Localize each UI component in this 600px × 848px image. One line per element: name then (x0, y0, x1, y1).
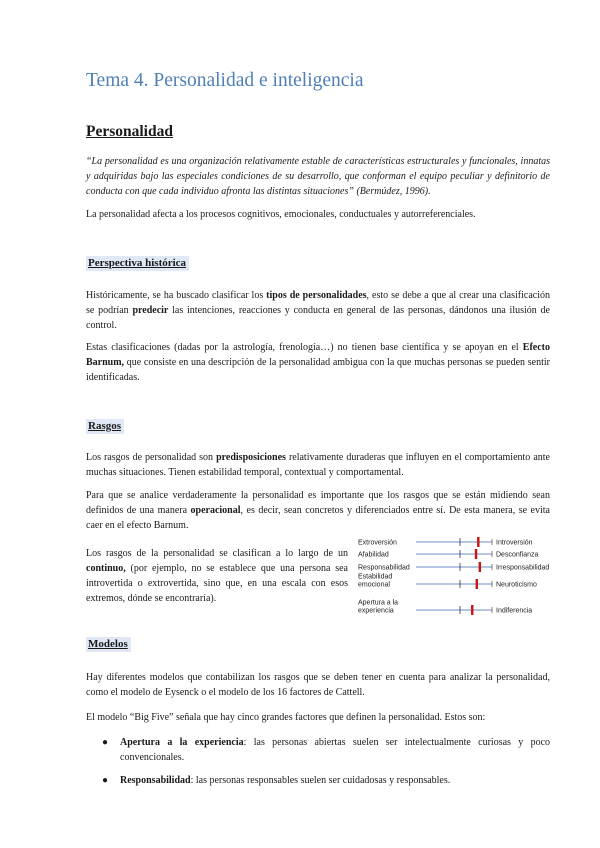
text-run: : las personas responsables suelen ser cuidadosas y responsables. (190, 775, 451, 786)
trait-right-label: Introversión (496, 539, 533, 547)
paragraph-historica-2 (86, 340, 550, 385)
paragraph-personalidad-affects (86, 207, 550, 222)
trait-marker (475, 549, 477, 559)
trait-right-label: Desconfianza (496, 551, 539, 559)
bold-term: Apertura a la experiencia (120, 737, 244, 748)
paragraph-rasgos-3 (86, 546, 348, 606)
trait-left-label: Extroversión (358, 539, 397, 547)
definition-quote: “La personalidad es una organización relativamente estable de características estructurales y funcionales, innatas y adquiridas bajo las especiales condiciones de su desarrollo, que conforman el equipo peculiar y definitorio de conducta con que cada individuo afronta las distintas situaciones” (Bermúdez, 1996). (86, 156, 550, 197)
trait-marker (479, 562, 481, 572)
paragraph-rasgos-2 (86, 488, 550, 533)
text-run: Históricamente, se ha buscado clasificar los (86, 290, 267, 301)
trait-scales-figure (356, 534, 550, 622)
trait-marker (476, 579, 478, 589)
text-run: (por ejemplo, no se establece que una persona sea introvertida o extrovertida, sino que, en una escala con esos extremos, dónde se encontraría). (86, 563, 348, 604)
paragraph-rasgos-1 (86, 450, 550, 480)
trait-left-label: experiencia (358, 607, 394, 615)
bold-term: predisposiciones (216, 452, 286, 463)
trait-left-label: Afabilidad (358, 551, 389, 559)
paragraph-historica-1 (86, 288, 550, 333)
trait-left-label: emocional (358, 581, 390, 589)
text-run: Para que se analice verdaderamente la personalidad es importante que los rasgos que se están midiendo sean definidos de una manera (86, 490, 550, 516)
text-run: Estas clasificaciones (dadas por la astrología, frenología…) no tienen base científica y se apoyan en el (86, 342, 523, 353)
text-run: que consiste en una descripción de la personalidad ambigua con la que muchas personas se pueden sentir identificadas. (86, 357, 550, 383)
text-run: Los rasgos de la personalidad se clasifican a lo largo de un (86, 548, 348, 559)
page-title: Tema 4. Personalidad e inteligencia (86, 70, 364, 91)
text-run: las intenciones, reacciones y conducta en general de las personas, dándonos una ilusión de control. (86, 305, 550, 331)
text-run: , esto se debe a que al crear una clasificación se podrían (86, 290, 550, 316)
list-item (102, 773, 550, 788)
trait-right-label: Indiferencia (496, 607, 533, 615)
trait-left-label: Responsabilidad (358, 564, 410, 572)
section-heading-modelos: Modelos (86, 637, 131, 652)
bullet-icon: ● (102, 737, 109, 748)
trait-right-label: Irresponsabilidad (496, 564, 550, 572)
bold-term: predecir (132, 305, 169, 316)
text-run: Los rasgos de personalidad son (86, 452, 217, 463)
section-heading-historica: Perspectiva histórica (86, 256, 189, 271)
bullet-icon: ● (102, 775, 109, 786)
list-item-text (120, 735, 550, 765)
paragraph-modelos-1: Hay diferentes modelos que contabilizan los rasgos que se deben tener en cuenta para analizar la personalidad, como el modelo de Eysenck o el modelo de los 16 factores de Cattell. (86, 672, 550, 698)
text-run: : las personas abiertas suelen ser intelectualmente curiosas y poco convencionales. (120, 737, 551, 763)
trait-marker (471, 605, 473, 615)
bold-term: tipos de personalidades (266, 290, 367, 301)
list-item-text (120, 773, 550, 788)
bold-term: operacional (190, 505, 241, 516)
text-run: relativamente duraderas que influyen en el comportamiento ante muchas situaciones. Tienen estabilidad temporal, contextual y comportamental. (86, 452, 550, 478)
bold-term: continuo, (86, 563, 126, 574)
trait-left-label: Estabilidad (358, 573, 393, 581)
bold-term: Efecto Barnum, (86, 342, 550, 368)
section-heading-personalidad: Personalidad (86, 123, 173, 140)
trait-marker (477, 537, 479, 547)
paragraph-modelos-2: El modelo “Big Five” señala que hay cinco grandes factores que definen la personalidad. Estos son: (86, 712, 486, 723)
trait-right-label: Neuroticismo (496, 581, 537, 589)
paragraph-text: La personalidad afecta a los procesos cognitivos, emocionales, conductuales y autorreferenciales. (86, 209, 476, 220)
section-heading-rasgos: Rasgos (86, 419, 124, 434)
list-item (102, 735, 550, 765)
trait-left-label: Apertura a la (358, 599, 399, 607)
text-run: , es decir, sean concretos y diferenciados entre sí. De esta manera, se evita caer en el efecto Barnum. (86, 505, 550, 531)
bold-term: Responsabilidad (120, 775, 191, 786)
